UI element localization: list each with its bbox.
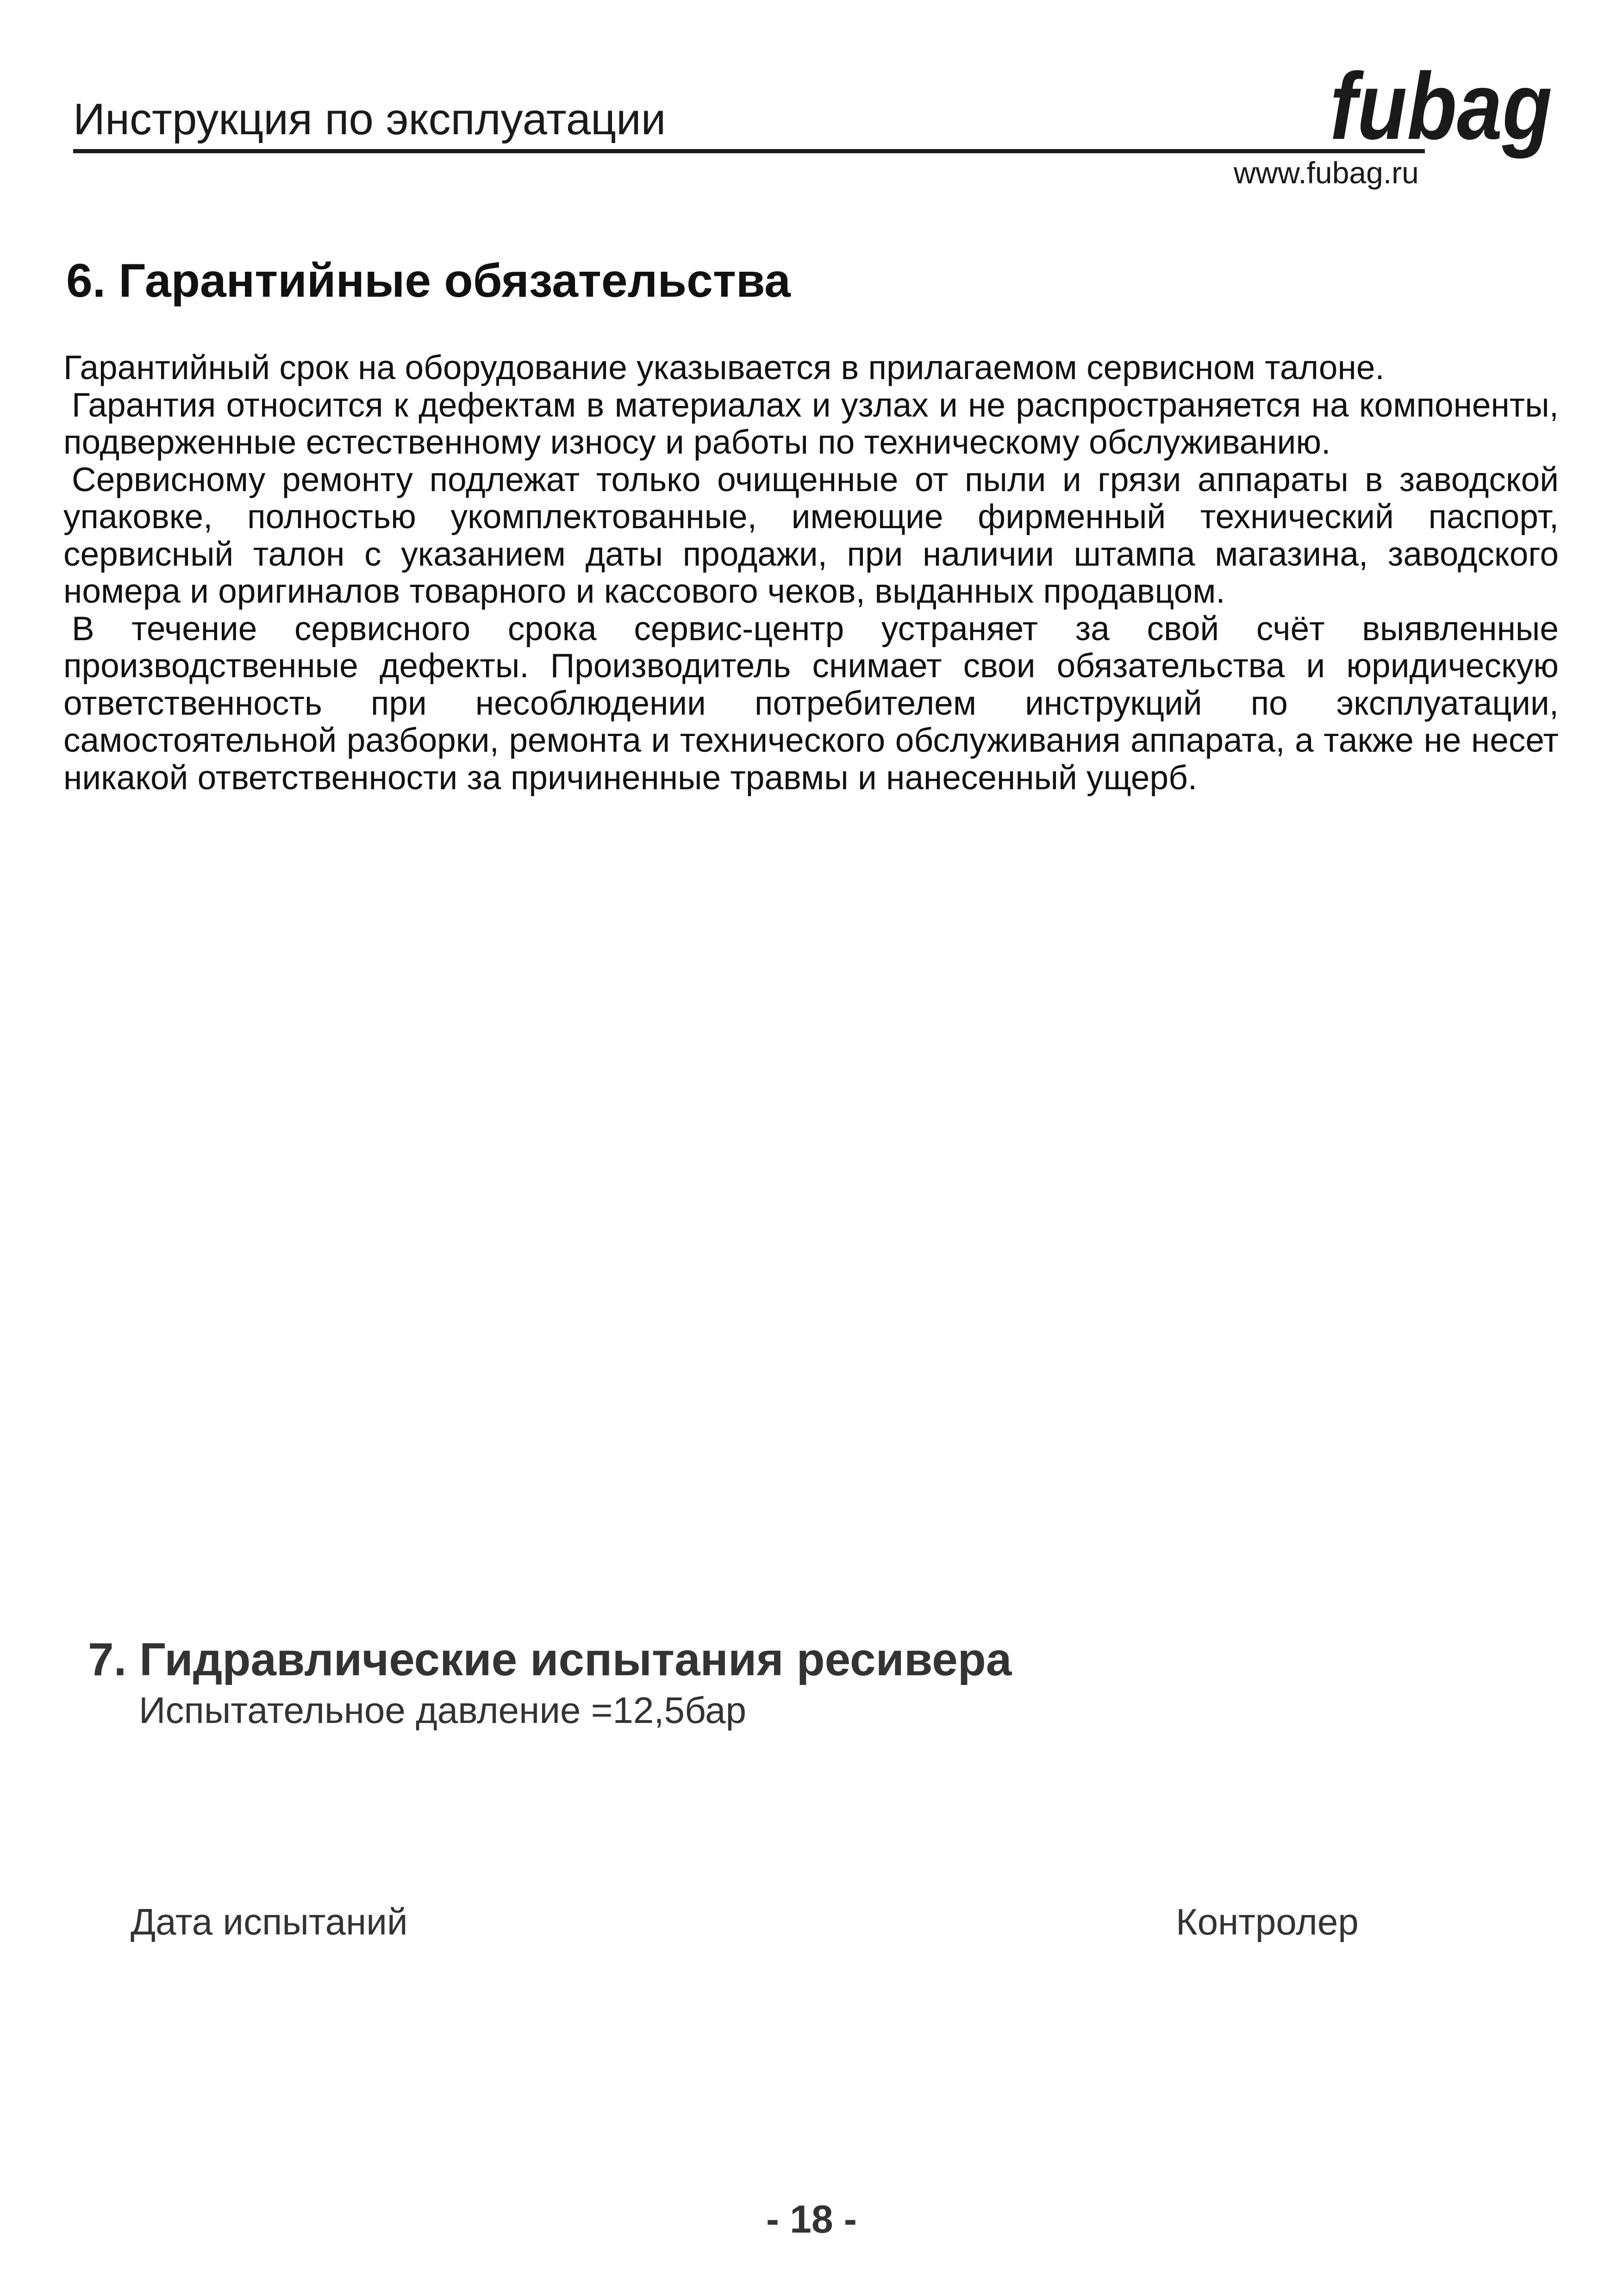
logo-wordmark: fubag [1330, 53, 1552, 159]
warranty-paragraph-3: Сервисному ремонту подлежат только очищенные от пыли и грязи аппараты в заводской упаковке, полностью укомплектованные, имеющие фирменный технический паспорт, сервисный талон с указанием даты продажи, при наличии штампа магазина, заводского номера и оригиналов товарного и кассового чеков, выданных продавцом. [63, 461, 1559, 610]
fubag-logo [1326, 44, 1558, 169]
test-date-label: Дата испытаний [131, 1901, 408, 1942]
page-number: - 18 - [766, 2197, 857, 2241]
header-divider [73, 149, 1425, 153]
document-header-title: Инструкция по эксплуатации [73, 94, 666, 144]
warranty-paragraph-2: Гарантия относится к дефектам в материалах и узлах и не распространяется на компоненты, подверженные естественному износу и работы по техническому обслуживанию. [63, 386, 1559, 461]
warranty-text [63, 349, 1559, 797]
test-pressure: Испытательное давление =12,5бар [139, 1690, 747, 1731]
controller-label: Контролер [1176, 1901, 1359, 1942]
website-url: www.fubag.ru [1234, 156, 1419, 190]
warranty-paragraph-1: Гарантийный срок на оборудование указывается в прилагаемом сервисном талоне. [63, 349, 1385, 387]
warranty-paragraph-4: В течение сервисного срока сервис-центр устраняет за свой счёт выявленные производственные дефекты. Производитель снимает свои обязательства и юридическую ответственность при несоблюдении потребителем инструкций по эксплуатации, самостоятельной разборки, ремонта и технического обслуживания аппарата, а также не несет никакой ответственности за причиненные травмы и нанесенный ущерб. [63, 610, 1559, 797]
section-7-heading: 7. Гидравлические испытания ресивера [88, 1634, 1012, 1685]
section-6-heading: 6. Гарантийные обязательства [66, 254, 791, 307]
